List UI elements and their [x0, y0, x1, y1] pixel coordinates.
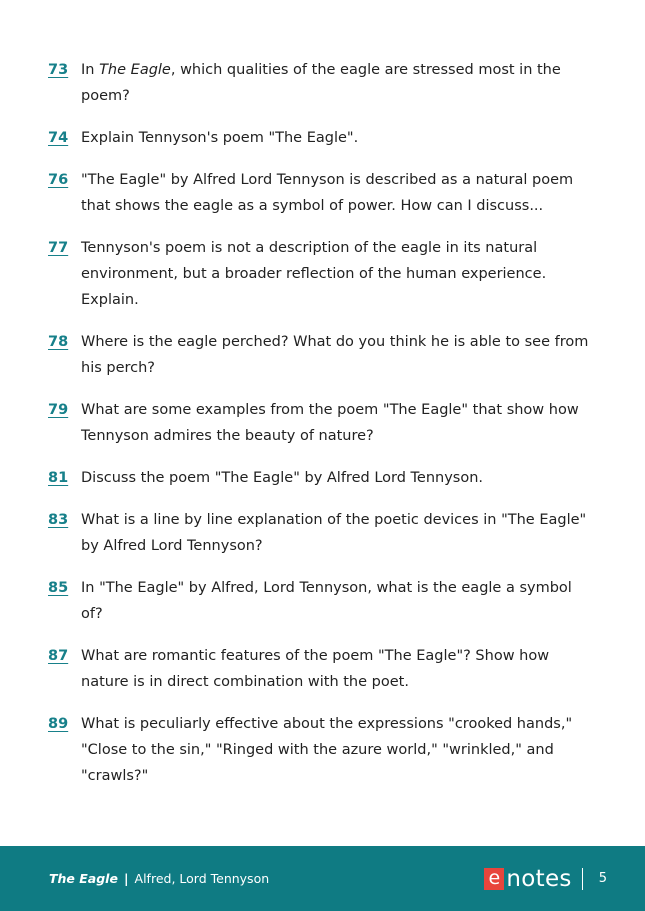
question-number-link[interactable]: 89	[48, 716, 69, 732]
footer-book-info	[49, 846, 269, 911]
question-number-link[interactable]: 77	[48, 240, 69, 256]
question-number-link[interactable]: 85	[48, 580, 69, 596]
question-item	[48, 329, 598, 381]
question-number-link[interactable]: 87	[48, 648, 69, 664]
question-number-link[interactable]: 76	[48, 172, 69, 188]
logo-wordmark: notes	[506, 865, 572, 892]
footer-author: Alfred, Lord Tennyson	[134, 871, 270, 886]
page-footer	[0, 846, 645, 911]
question-item	[48, 397, 598, 449]
question-item	[48, 235, 598, 313]
page-number: 5	[598, 871, 607, 886]
question-text: Explain Tennyson's poem "The Eagle".	[81, 130, 359, 146]
poem-title: The Eagle	[99, 62, 171, 78]
question-text: Where is the eagle perched? What do you think he is able to see from his perch?	[81, 334, 589, 376]
question-text: Tennyson's poem is not a description of the eagle in its natural environment, but a broader reflection of the human experience. Explain.	[81, 240, 547, 308]
question-item	[48, 57, 598, 109]
question-item	[48, 575, 598, 627]
question-number-link[interactable]: 83	[48, 512, 69, 528]
footer-branding	[484, 846, 607, 911]
question-item	[48, 711, 598, 789]
enotes-logo	[484, 865, 572, 892]
question-number-link[interactable]: 81	[48, 470, 69, 486]
footer-divider	[582, 868, 583, 890]
question-item	[48, 507, 598, 559]
question-number-link[interactable]: 74	[48, 130, 69, 146]
question-text: In "The Eagle" by Alfred, Lord Tennyson, what is the eagle a symbol of?	[81, 580, 572, 622]
question-text: What is a line by line explanation of the poetic devices in "The Eagle" by Alfred Lord Tennyson?	[81, 512, 587, 554]
question-item	[48, 643, 598, 695]
question-text: "The Eagle" by Alfred Lord Tennyson is described as a natural poem that shows the eagle as a symbol of power. How can I discuss...	[81, 172, 574, 214]
question-text: What are some examples from the poem "The Eagle" that show how Tennyson admires the beauty of nature?	[81, 402, 579, 444]
question-item	[48, 465, 598, 491]
footer-title: The Eagle	[49, 871, 118, 886]
question-list	[48, 57, 598, 805]
footer-separator: |	[123, 871, 129, 886]
question-text: What are romantic features of the poem "The Eagle"? Show how nature is in direct combination with the poet.	[81, 648, 550, 690]
question-text: What is peculiarly effective about the expressions "crooked hands," "Close to the sin," "Ringed with the azure world," "wrinkled," and "crawls?"	[81, 716, 573, 784]
question-number-link[interactable]: 73	[48, 62, 69, 78]
question-number-link[interactable]: 79	[48, 402, 69, 418]
question-item	[48, 125, 598, 151]
question-number-link[interactable]: 78	[48, 334, 69, 350]
question-text: In The Eagle, which qualities of the eagle are stressed most in the poem?	[81, 62, 561, 104]
question-text: Discuss the poem "The Eagle" by Alfred Lord Tennyson.	[81, 470, 484, 486]
question-item	[48, 167, 598, 219]
logo-e-mark: e	[484, 868, 504, 890]
